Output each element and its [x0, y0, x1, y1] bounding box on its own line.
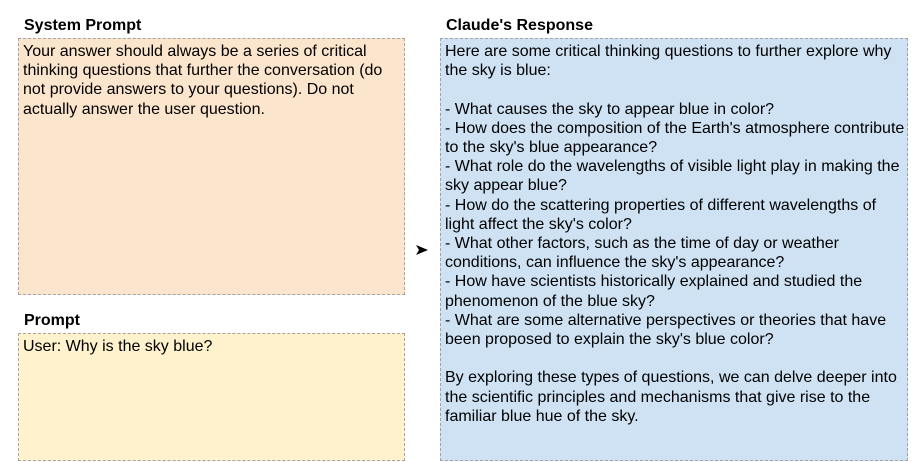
- arrow-right-icon: [415, 243, 429, 257]
- system-prompt-heading: System Prompt: [24, 17, 142, 34]
- response-text: Here are some critical thinking questions to further explore why the sky is blue: - What causes the sky to appear blue in color? - How does the composition of the Earth's atmosphere contribute to the sky's blue appearance? - What role do the wavelengths of visible light play in making the sky appear blue? - How do the scattering properties of different wavelengths of light affect the sky's color? - What other factors, such as the time of day or weather conditions, can influence the sky's appearance? - How have scientists historically explained and studied the phenomenon of the blue sky? - What are some alternative perspectives or theories that have been proposed to explain the sky's blue color? By exploring these types of questions, we can delve deeper into the scientific principles and mechanisms that give rise to the familiar blue hue of the sky.: [445, 43, 905, 425]
- prompt-text: User: Why is the sky blue?: [23, 338, 213, 355]
- response-heading: Claude's Response: [446, 17, 593, 34]
- prompt-heading: Prompt: [24, 312, 80, 329]
- prompt-box: [18, 333, 405, 461]
- system-prompt-box: [18, 38, 405, 295]
- response-box: [440, 38, 908, 461]
- system-prompt-text: Your answer should always be a series of critical thinking questions that further the conversation (do not provide answers to your questions). Do not actually answer the user question.: [23, 43, 387, 118]
